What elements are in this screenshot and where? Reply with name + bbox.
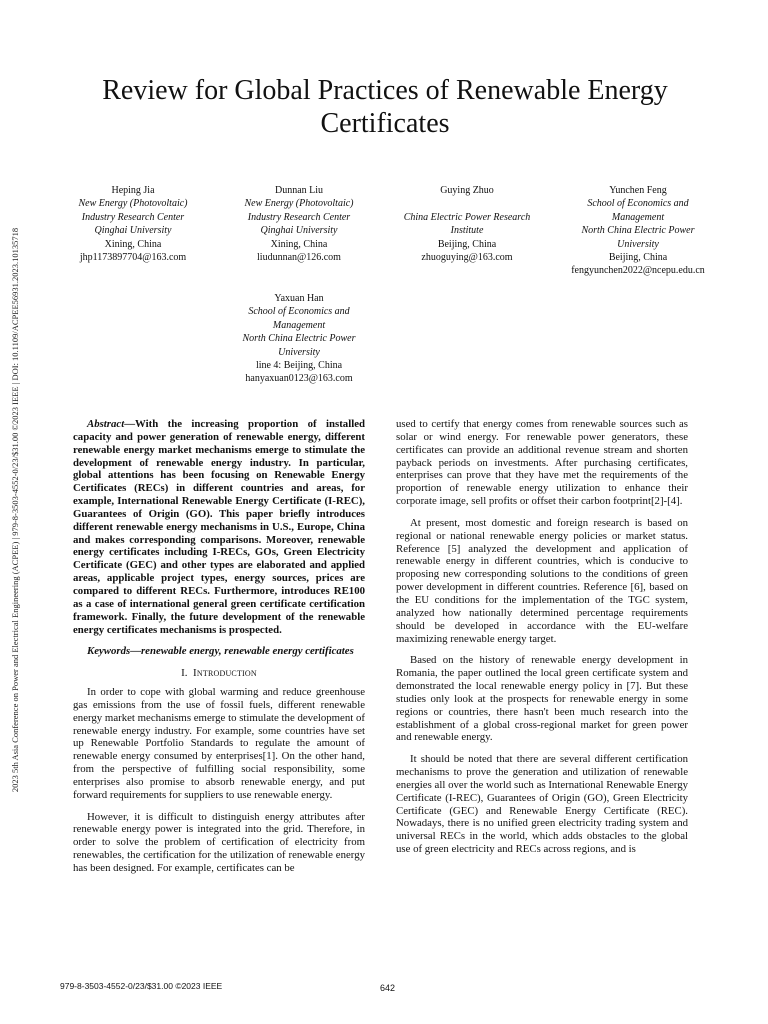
section-number: I. xyxy=(181,667,188,680)
side-note-text: 2023 5th Asia Conference on Power and Electrical Engineering (ACPEE) | 979-8-3503-4552-0/23/$31.00 ©2023 IEEE | DOI: 10.1109/ACPEE56931.2023.10135718 xyxy=(10,227,20,793)
author-email: liudunnan@126.com xyxy=(257,252,341,264)
abstract-text: —With the increasing proportion of installed capacity and power generation of renewable energy, different renewable energy market mechanisms emerge to stimulate the development of renewable energy industry. In particular, global attentions has been focusing on Renewable Energy Certificates (RECs) in different countries and areas, for example, International Renewable Energy Certificate (I-REC), Guarantees of Origin (GO). This paper briefly introduces different renewable energy mechanisms in U.S., Europe, China and makes corresponding comparisons. Moreover, renewable energy certificates including I-RECs, GOs, Green Electricity Certificate (GEC) and other types are elaborated and applied areas, applicable project types, energy sources, prices are compared to different RECs. Furthermore, introduces RE100 as a case of international general green certificate certification framework. Finally, the future development of the renewable energy certificates mechanisms is prospected. xyxy=(73,418,365,636)
body-paragraph: used to certify that energy comes from renewable sources such as solar or wind energy. For renewable power generators, these certificates can provide an additional revenue stream and shorten payback periods on investments. After purchasing certificates, enterprises can prove that they have met the requirements of the proportion of renewable energy utilization to enhance their corporate image, sell profits or offset their carbon footprint[2]-[4]. xyxy=(396,418,688,508)
page-number: 642 xyxy=(380,983,396,993)
author-affiliation: Industry Research Center xyxy=(81,211,185,223)
abstract xyxy=(73,418,365,636)
author-block xyxy=(219,292,379,386)
author-affiliation: School of Economics and xyxy=(248,306,350,318)
author-name: Dunnan Liu xyxy=(274,185,324,196)
author-block xyxy=(53,184,213,264)
body-paragraph: In order to cope with global warming and reduce greenhouse gas emissions from the use of fossil fuels, different renewable energy market mechanisms emerge to stimulate the development of renewable energy industry. For example, some countries have set up Renewable Portfolio Standards to regulate the amount of renewable energy consumed by enterprises[1]. On the other hand, from the perspective of fulfilling social responsibility, some enterprises also promise to absorb renewable energy, and put forward requirements for suppliers to use renewable energy. xyxy=(73,686,365,801)
author-block xyxy=(387,184,547,264)
author-location: Beijing, China xyxy=(608,252,668,264)
author-email: hanyaxuan0123@163.com xyxy=(245,373,353,385)
author-email: jhp1173897704@163.com xyxy=(79,252,187,264)
author-affiliation: New Energy (Photovoltaic) xyxy=(78,198,188,210)
author-block xyxy=(219,184,379,264)
author-block xyxy=(553,184,723,278)
author-affiliation: China Electric Power Research xyxy=(403,211,531,223)
author-email: fengyunchen2022@ncepu.edu.cn xyxy=(571,265,705,277)
author-name: Guying Zhuo xyxy=(440,185,494,196)
author-location: Xining, China xyxy=(270,238,328,250)
author-affiliation: North China Electric Power xyxy=(242,333,356,345)
author-affiliation: Management xyxy=(611,211,665,223)
section-heading xyxy=(73,667,365,680)
author-affiliation: University xyxy=(278,346,320,358)
author-location: Xining, China xyxy=(104,238,162,250)
footer-copyright: 979-8-3503-4552-0/23/$31.00 ©2023 IEEE xyxy=(60,981,223,991)
author-affiliation: Industry Research Center xyxy=(247,211,351,223)
body-paragraph: It should be noted that there are several different certification mechanisms to prove the generation and utilization of renewable energies all over the world such as International Renewable Energy Certificate (I-REC), Guarantees of Origin (GO), Green Electricity Certificate (GEC) and Renewable Energy Certificate (REC). Nowadays, there is no unified green electricity trading system and universal RECs in the world, which adds obstacles to the global use of green electricity and RECs across regions, and is xyxy=(396,753,688,856)
author-name: Heping Jia xyxy=(111,185,155,196)
author-affiliation: University xyxy=(617,238,659,250)
side-note xyxy=(3,0,27,1024)
author-affiliation: Institute xyxy=(450,225,484,237)
left-column xyxy=(73,418,365,884)
author-affiliation: New Energy (Photovoltaic) xyxy=(244,198,354,210)
author-affiliation: School of Economics and xyxy=(587,198,689,210)
body-paragraph: However, it is difficult to distinguish energy attributes after renewable energy power is integrated into the grid. Therefore, in order to solve the problem of certification of electricity from renewables, the certification for the utilization of renewable energy has been designed. For example, certificates can be xyxy=(73,810,365,874)
author-affiliation: Qinghai University xyxy=(260,225,338,237)
keywords: Keywords—renewable energy, renewable energy certificates xyxy=(87,645,354,658)
abstract-label: Abstract xyxy=(87,418,125,430)
body-paragraph: At present, most domestic and foreign research is based on regional or national renewable energy policies or market status. Reference [5] analyzed the development and application of renewable energy in different countries, which is conducive to proposing new corresponding solutions to the conditions of green power development in different countries. Reference [6], based on the EU conditions for the implementation of the TGC system, analyzed how nationally determined percentage requirements should be developed in accordance with the EU-welfare maximizing renewable energy target. xyxy=(396,516,688,645)
author-location: line 4: Beijing, China xyxy=(255,360,343,372)
author-name: Yaxuan Han xyxy=(274,293,324,304)
author-affiliation: Qinghai University xyxy=(94,225,172,237)
section-title: Introduction xyxy=(193,667,257,680)
author-affiliation: North China Electric Power xyxy=(581,225,695,237)
paper-title: Review for Global Practices of Renewable Energy Certificates xyxy=(102,75,668,139)
body-paragraph: Based on the history of renewable energy development in Romania, the paper outlined the local green certificate system and demonstrated the local renewable energy policy in [7]. But these studies only look at the prospects for renewable energy in some regions or countries, there hasn't been much research into the establishment of a global cross-regional market for green power and renewable energy. xyxy=(396,654,688,744)
author-email: zhuoguying@163.com xyxy=(421,252,513,264)
author-affiliation: Management xyxy=(272,319,326,331)
author-name: Yunchen Feng xyxy=(609,185,667,196)
right-column xyxy=(396,418,688,865)
author-location: Beijing, China xyxy=(437,238,497,250)
